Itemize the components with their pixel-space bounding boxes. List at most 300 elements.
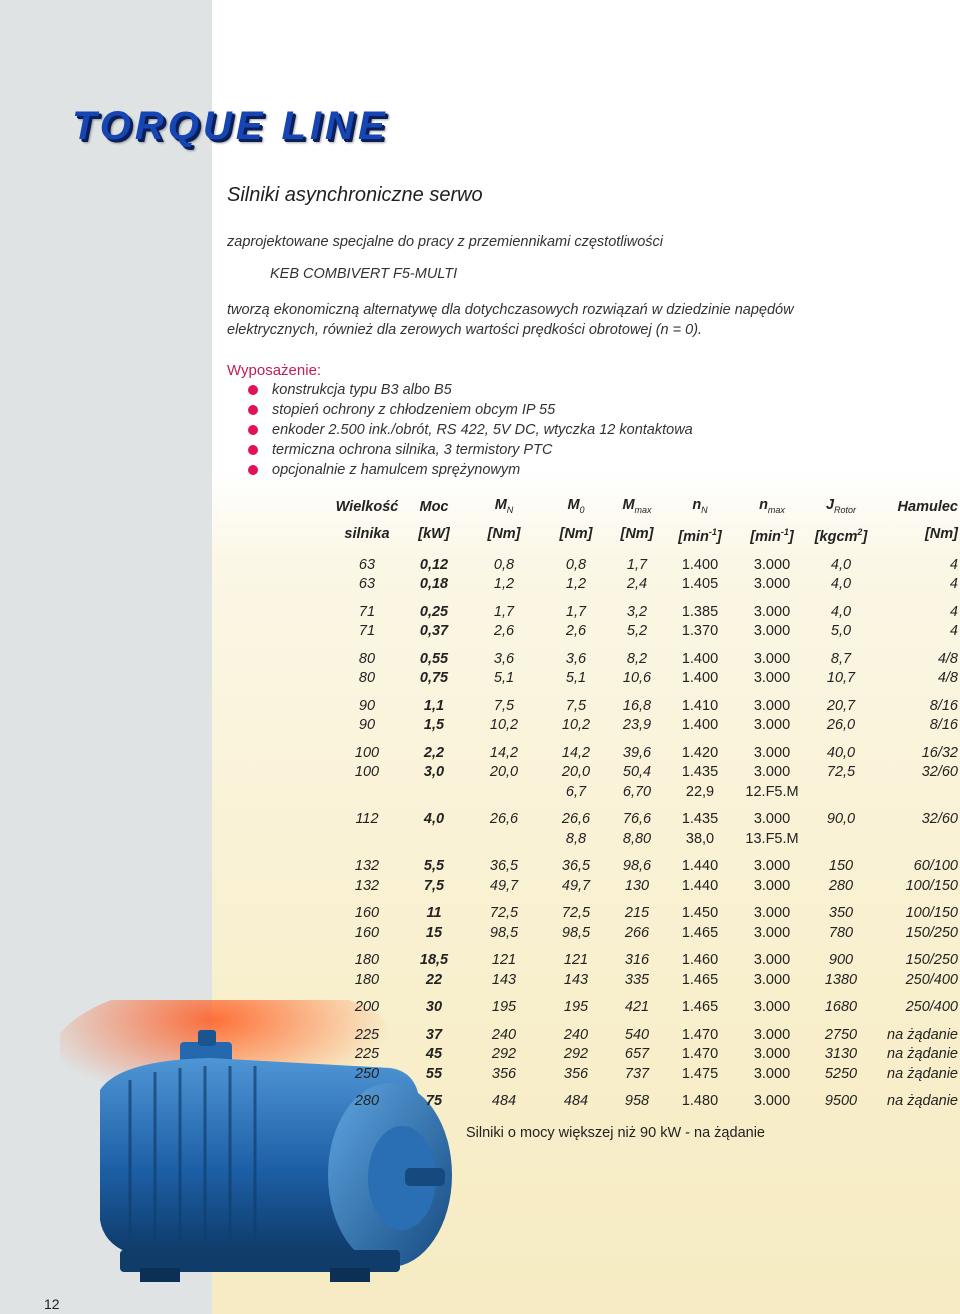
table-row — [330, 1092, 958, 1112]
bullet-icon — [248, 465, 258, 475]
description-line-1: tworzą ekonomiczną alternatywę dla dotychczasowych rozwiązań w dziedzinie napędów — [227, 302, 794, 318]
table-cell: 12.F5.M — [745, 783, 799, 800]
table-cell: 356 — [563, 1065, 589, 1082]
table-cell: 0,37 — [419, 623, 449, 640]
table-cell: 4 — [949, 603, 958, 620]
table-cell: 250 — [354, 1065, 380, 1082]
table-row — [330, 1065, 958, 1085]
table-cell: 1.465 — [681, 924, 719, 941]
table-cell: 2,6 — [565, 623, 587, 640]
table-cell: 150/250 — [905, 924, 958, 941]
table-cell: 540 — [624, 1026, 650, 1043]
list-item — [248, 420, 693, 440]
unit-nn-text: [min — [678, 528, 709, 545]
table-cell: 7,5 — [565, 697, 587, 714]
row-spacer — [330, 896, 958, 904]
unit-nmax-text: [min — [750, 528, 781, 545]
list-item-text: enkoder 2.500 ink./obrót, RS 422, 5V DC, wtyczka 12 kontaktowa — [272, 422, 693, 438]
table-cell: 8/16 — [929, 717, 958, 734]
table-cell: 4 — [949, 576, 958, 593]
table-cell: 4/8 — [937, 670, 958, 687]
table-cell: 780 — [828, 924, 854, 941]
header-row — [330, 494, 958, 521]
table-cell: 1.450 — [681, 905, 719, 922]
table-cell: 3.000 — [753, 650, 791, 667]
table-cell: 266 — [624, 924, 650, 941]
table-cell: 2750 — [824, 1026, 858, 1043]
table-cell: 3,6 — [493, 650, 515, 667]
unit-nn — [666, 521, 734, 548]
list-item-text: konstrukcja typu B3 albo B5 — [272, 382, 452, 398]
table-cell — [810, 830, 872, 850]
page-title: TORQUE LINE — [72, 104, 389, 148]
header-moc: Moc — [419, 499, 449, 516]
table-cell: 316 — [624, 952, 650, 969]
table-cell: 1.465 — [681, 999, 719, 1016]
table-cell: 195 — [563, 999, 589, 1016]
table-cell: 20,7 — [826, 697, 856, 714]
section-subtitle: Silniki asynchroniczne serwo — [227, 184, 483, 206]
table-cell: 76,6 — [622, 811, 652, 828]
table-cell: 8/16 — [929, 697, 958, 714]
table-cell: 75 — [425, 1093, 443, 1110]
table-cell: 63 — [358, 576, 376, 593]
table-cell: 195 — [491, 999, 517, 1016]
table-cell: 98,5 — [489, 924, 519, 941]
table-row — [330, 1045, 958, 1065]
table-cell: 3,2 — [626, 603, 648, 620]
table-cell: 3.000 — [753, 744, 791, 761]
table-cell: 3.000 — [753, 1026, 791, 1043]
table-cell: na żądanie — [887, 1065, 958, 1082]
table-cell: 5,1 — [565, 670, 587, 687]
table-cell: 280 — [354, 1093, 380, 1110]
header-m0 — [544, 494, 608, 521]
table-cell: 225 — [354, 1046, 380, 1063]
table-cell: 657 — [624, 1046, 650, 1063]
table-cell: 22 — [425, 971, 443, 988]
description — [227, 300, 947, 340]
table-cell: 7,5 — [493, 697, 515, 714]
table-cell: 80 — [358, 670, 376, 687]
description-line-2: elektrycznych, również dla zerowych wartości prędkości obrotowej (n = 0). — [227, 322, 703, 338]
table-cell: 1680 — [824, 999, 858, 1016]
table-row — [330, 669, 958, 689]
table-cell: na żądanie — [887, 1026, 958, 1043]
header-m0-sub: 0 — [579, 504, 585, 515]
table-cell: 1.410 — [681, 697, 719, 714]
table-cell: 1.475 — [681, 1065, 719, 1082]
list-item-text: stopień ochrony z chłodzeniem obcym IP 55 — [272, 402, 556, 418]
table-cell: 6,7 — [565, 783, 587, 800]
table-cell: 5250 — [824, 1065, 858, 1082]
table-cell: na żądanie — [887, 1093, 958, 1110]
unit-nmax — [734, 521, 810, 548]
table-cell: 1.480 — [681, 1093, 719, 1110]
header-mmax-sub: max — [634, 504, 652, 515]
table-cell: 1,7 — [565, 603, 587, 620]
table-cell: 1.470 — [681, 1046, 719, 1063]
unit-mmax: [Nm] — [620, 526, 654, 543]
table-cell: 26,6 — [561, 811, 591, 828]
table-cell: 3.000 — [753, 1046, 791, 1063]
table-cell: 8,8 — [565, 830, 587, 847]
table-cell: 16,8 — [622, 697, 652, 714]
table-cell: 3.000 — [753, 858, 791, 875]
table-cell: 121 — [563, 952, 589, 969]
table-row — [330, 924, 958, 944]
table-cell: 11 — [426, 905, 442, 922]
table-cell: 1,2 — [493, 576, 515, 593]
table-cell: 0,18 — [419, 576, 449, 593]
table-cell — [810, 783, 872, 803]
equipment-list — [248, 380, 693, 480]
unit-nn-close: ] — [716, 528, 722, 545]
table-cell — [330, 830, 404, 850]
table-cell: 72,5 — [561, 905, 591, 922]
table-cell: 0,12 — [419, 556, 449, 573]
table-cell: 160 — [354, 924, 380, 941]
bullet-icon — [248, 425, 258, 435]
table-row — [330, 575, 958, 595]
table-cell: 4,0 — [423, 811, 445, 828]
table-row — [330, 650, 958, 670]
table-cell: 3.000 — [753, 623, 791, 640]
table-cell: 38,0 — [685, 830, 715, 847]
table-cell: 71 — [358, 623, 376, 640]
table-cell — [464, 830, 544, 850]
table-cell: 2,6 — [493, 623, 515, 640]
table-row — [330, 622, 958, 642]
table-cell: 292 — [563, 1046, 589, 1063]
table-cell: 26,6 — [489, 811, 519, 828]
table-cell: 3,6 — [565, 650, 587, 667]
table-cell: 1.460 — [681, 952, 719, 969]
header-j-symbol: J — [825, 497, 835, 513]
table-cell: 10,2 — [561, 717, 591, 734]
table-cell: 3.000 — [753, 877, 791, 894]
table-cell: 3.000 — [753, 576, 791, 593]
table-cell: 14,2 — [489, 744, 519, 761]
table-cell: 112 — [355, 811, 379, 828]
table-cell: 14,2 — [561, 744, 591, 761]
table-cell: 1.385 — [681, 603, 719, 620]
header-j-sub: Rotor — [834, 504, 857, 515]
table-cell: 121 — [491, 952, 517, 969]
table-cell: 40,0 — [826, 744, 856, 761]
table-cell: 22,9 — [685, 783, 715, 800]
table-cell: 132 — [354, 858, 380, 875]
list-item — [248, 400, 693, 420]
table-cell: 150/250 — [905, 952, 958, 969]
table-cell: 900 — [828, 952, 854, 969]
table-cell: 3.000 — [753, 764, 791, 781]
table-cell: 1.440 — [681, 858, 719, 875]
table-cell: 10,7 — [826, 670, 856, 687]
header-mn — [464, 494, 544, 521]
table-cell: 100 — [354, 744, 380, 761]
table-cell: 100/150 — [905, 905, 958, 922]
table-cell: 3.000 — [753, 1065, 791, 1082]
table-cell: 3130 — [824, 1046, 858, 1063]
table-row — [330, 971, 958, 991]
table-cell: 90,0 — [826, 811, 856, 828]
table-cell: 90 — [358, 697, 376, 714]
page-number: 12 — [44, 1296, 60, 1312]
header-nmax — [734, 494, 810, 521]
table-cell: 5,2 — [626, 623, 648, 640]
table-cell: 250/400 — [905, 971, 958, 988]
unit-j-text: [kgcm — [814, 528, 858, 545]
table-cell: 1.420 — [681, 744, 719, 761]
table-cell: 10,6 — [622, 670, 652, 687]
table-cell: 100/150 — [905, 877, 958, 894]
row-spacer — [330, 642, 958, 650]
table-cell: 1.400 — [681, 670, 719, 687]
unit-m0: [Nm] — [559, 526, 593, 543]
table-cell: 55 — [425, 1065, 443, 1082]
table-cell: 63 — [358, 556, 376, 573]
table-cell: 36,5 — [489, 858, 519, 875]
header-nmax-symbol: n — [759, 497, 768, 513]
table-cell — [404, 830, 464, 850]
row-spacer — [330, 943, 958, 951]
table-row — [330, 877, 958, 897]
header-mmax-symbol: M — [622, 497, 635, 513]
table-cell: 335 — [624, 971, 650, 988]
table-cell: 0,25 — [419, 603, 449, 620]
table-cell: 3,0 — [423, 764, 445, 781]
table-cell: 240 — [563, 1026, 589, 1043]
table-cell: 1.465 — [681, 971, 719, 988]
table-cell: 5,0 — [830, 623, 852, 640]
unit-kw: [kW] — [418, 526, 450, 543]
table-cell: 1.370 — [681, 623, 719, 640]
table-cell — [872, 783, 958, 803]
table-cell: 98,6 — [622, 858, 652, 875]
table-cell: 36,5 — [561, 858, 591, 875]
list-item — [248, 440, 693, 460]
table-cell: 100 — [354, 764, 380, 781]
table-cell: 10,2 — [489, 717, 519, 734]
table-cell: 250/400 — [905, 999, 958, 1016]
table-header — [330, 494, 958, 556]
table-cell: 23,9 — [622, 717, 652, 734]
table-cell: 5,5 — [423, 858, 445, 875]
equipment-label: Wyposażenie: — [227, 362, 322, 379]
table-cell: 1,2 — [565, 576, 587, 593]
unit-mn: [Nm] — [487, 526, 521, 543]
header-mn-symbol: M — [494, 497, 507, 513]
table-cell: 215 — [624, 905, 650, 922]
header-hamulec: Hamulec — [897, 499, 958, 516]
unit-nn-sup: -1 — [708, 526, 717, 537]
table-cell: 6,70 — [622, 783, 652, 800]
table-cell: 8,2 — [626, 650, 648, 667]
header-nn-symbol: n — [692, 497, 702, 513]
table-row — [330, 951, 958, 971]
table-cell: 3.000 — [753, 952, 791, 969]
header-nmax-sub: max — [767, 504, 785, 515]
unit-j-sup: 2 — [857, 526, 863, 537]
table-row — [330, 998, 958, 1018]
unit-hamulec: [Nm] — [924, 526, 958, 543]
table-cell: 30 — [425, 999, 443, 1016]
table-cell: 280 — [828, 877, 854, 894]
product-name: KEB COMBIVERT F5-MULTI — [270, 266, 458, 282]
table-cell: 80 — [358, 650, 376, 667]
table-cell: 5,1 — [493, 670, 515, 687]
table-cell: 1380 — [824, 971, 858, 988]
table-cell: 2,4 — [626, 576, 648, 593]
table-cell: 180 — [354, 952, 380, 969]
table-cell — [330, 783, 404, 803]
table-cell: 4,0 — [830, 576, 852, 593]
table-body — [330, 556, 958, 1112]
table-cell: 225 — [354, 1026, 380, 1043]
unit-nmax-sup: -1 — [780, 526, 789, 537]
table-cell: 3.000 — [753, 697, 791, 714]
row-spacer — [330, 1084, 958, 1092]
table-cell: 16/32 — [921, 744, 958, 761]
table-cell: 292 — [491, 1046, 517, 1063]
row-spacer — [330, 736, 958, 744]
unit-j — [810, 521, 872, 548]
table-cell: 200 — [354, 999, 380, 1016]
header-spacer — [330, 548, 958, 556]
table-cell: 1.405 — [681, 576, 719, 593]
table-cell: 0,8 — [565, 556, 587, 573]
table-row — [330, 810, 958, 830]
table-row — [330, 904, 958, 924]
table-cell: 180 — [354, 971, 380, 988]
unit-j-close: ] — [862, 528, 868, 545]
header-nn-sub: N — [701, 504, 708, 515]
table-cell: 356 — [491, 1065, 517, 1082]
table-cell: 4,0 — [830, 556, 852, 573]
table-cell: 3.000 — [753, 603, 791, 620]
table-cell: 8,80 — [622, 830, 652, 847]
table-cell: 72,5 — [489, 905, 519, 922]
table-cell: 4 — [949, 556, 958, 573]
table-cell: 72,5 — [826, 764, 856, 781]
table-cell: 8,7 — [830, 650, 852, 667]
row-spacer — [330, 1018, 958, 1026]
table-cell: 132 — [354, 877, 380, 894]
row-spacer — [330, 990, 958, 998]
table-row — [330, 716, 958, 736]
units-row — [330, 521, 958, 548]
table-cell: 1.435 — [681, 764, 719, 781]
header-m0-symbol: M — [567, 497, 580, 513]
bullet-icon — [248, 385, 258, 395]
table-cell: 1.435 — [681, 811, 719, 828]
table-cell: 0,55 — [419, 650, 449, 667]
table-cell: 4 — [949, 623, 958, 640]
table-cell: 98,5 — [561, 924, 591, 941]
header-j — [810, 494, 872, 521]
table-cell: 37 — [425, 1026, 443, 1043]
header-mmax — [608, 494, 666, 521]
row-spacer — [330, 689, 958, 697]
table-cell: 90 — [358, 717, 376, 734]
table-cell: 49,7 — [489, 877, 519, 894]
row-spacer — [330, 802, 958, 810]
table-cell: 958 — [624, 1093, 650, 1110]
table-row — [330, 763, 958, 783]
table-row — [330, 830, 958, 850]
table-cell: 18,5 — [419, 952, 449, 969]
table-row — [330, 857, 958, 877]
table-cell: 1.470 — [681, 1026, 719, 1043]
table-cell: 3.000 — [753, 1093, 791, 1110]
table-cell: 484 — [563, 1093, 589, 1110]
list-item-text: opcjonalnie z hamulcem sprężynowym — [272, 462, 521, 478]
table-cell: 1.440 — [681, 877, 719, 894]
table-cell: 3.000 — [753, 556, 791, 573]
table-cell: 26,0 — [826, 717, 856, 734]
row-spacer — [330, 595, 958, 603]
table-row — [330, 603, 958, 623]
table-cell: 1.400 — [681, 556, 719, 573]
table-cell: 4,0 — [830, 603, 852, 620]
table-cell: 71 — [358, 603, 376, 620]
table-row — [330, 783, 958, 803]
table-cell: 20,0 — [561, 764, 591, 781]
intro-text: zaprojektowane specjalne do pracy z przemiennikami częstotliwości — [227, 234, 664, 250]
table-cell: 1.400 — [681, 717, 719, 734]
table-cell: 3.000 — [753, 670, 791, 687]
table-cell — [872, 830, 958, 850]
header-nn — [666, 494, 734, 521]
table-cell: 2,2 — [423, 744, 445, 761]
table-cell: 150 — [828, 858, 854, 875]
table-cell: 45 — [425, 1046, 443, 1063]
table-cell: 32/60 — [921, 811, 958, 828]
list-item-text: termiczna ochrona silnika, 3 termistory PTC — [272, 442, 553, 458]
unit-nmax-close: ] — [788, 528, 794, 545]
table-cell: 0,8 — [493, 556, 515, 573]
table-cell: 737 — [624, 1065, 650, 1082]
table-row — [330, 697, 958, 717]
table-cell: 3.000 — [753, 999, 791, 1016]
table-cell: 32/60 — [921, 764, 958, 781]
table-cell: 1.400 — [681, 650, 719, 667]
table-cell — [464, 783, 544, 803]
list-item — [248, 380, 693, 400]
table-cell: 13.F5.M — [745, 830, 799, 847]
table-cell: 1,7 — [626, 556, 648, 573]
header-wielkosc: Wielkość — [335, 499, 399, 516]
unit-silnika: silnika — [344, 526, 390, 543]
table-cell: 50,4 — [622, 764, 652, 781]
table-cell: 421 — [624, 999, 650, 1016]
bullet-icon — [248, 405, 258, 415]
row-spacer — [330, 849, 958, 857]
table-cell: 3.000 — [753, 924, 791, 941]
table-cell: 39,6 — [622, 744, 652, 761]
table-cell: 3.000 — [753, 717, 791, 734]
table-row — [330, 744, 958, 764]
header-mn-sub: N — [506, 504, 514, 515]
table-cell: 130 — [624, 877, 650, 894]
table-cell: 20,0 — [489, 764, 519, 781]
table-cell: 143 — [563, 971, 589, 988]
table-cell: 240 — [491, 1026, 517, 1043]
table-cell: 143 — [491, 971, 517, 988]
table-cell: 9500 — [824, 1093, 858, 1110]
table-cell: 3.000 — [753, 905, 791, 922]
